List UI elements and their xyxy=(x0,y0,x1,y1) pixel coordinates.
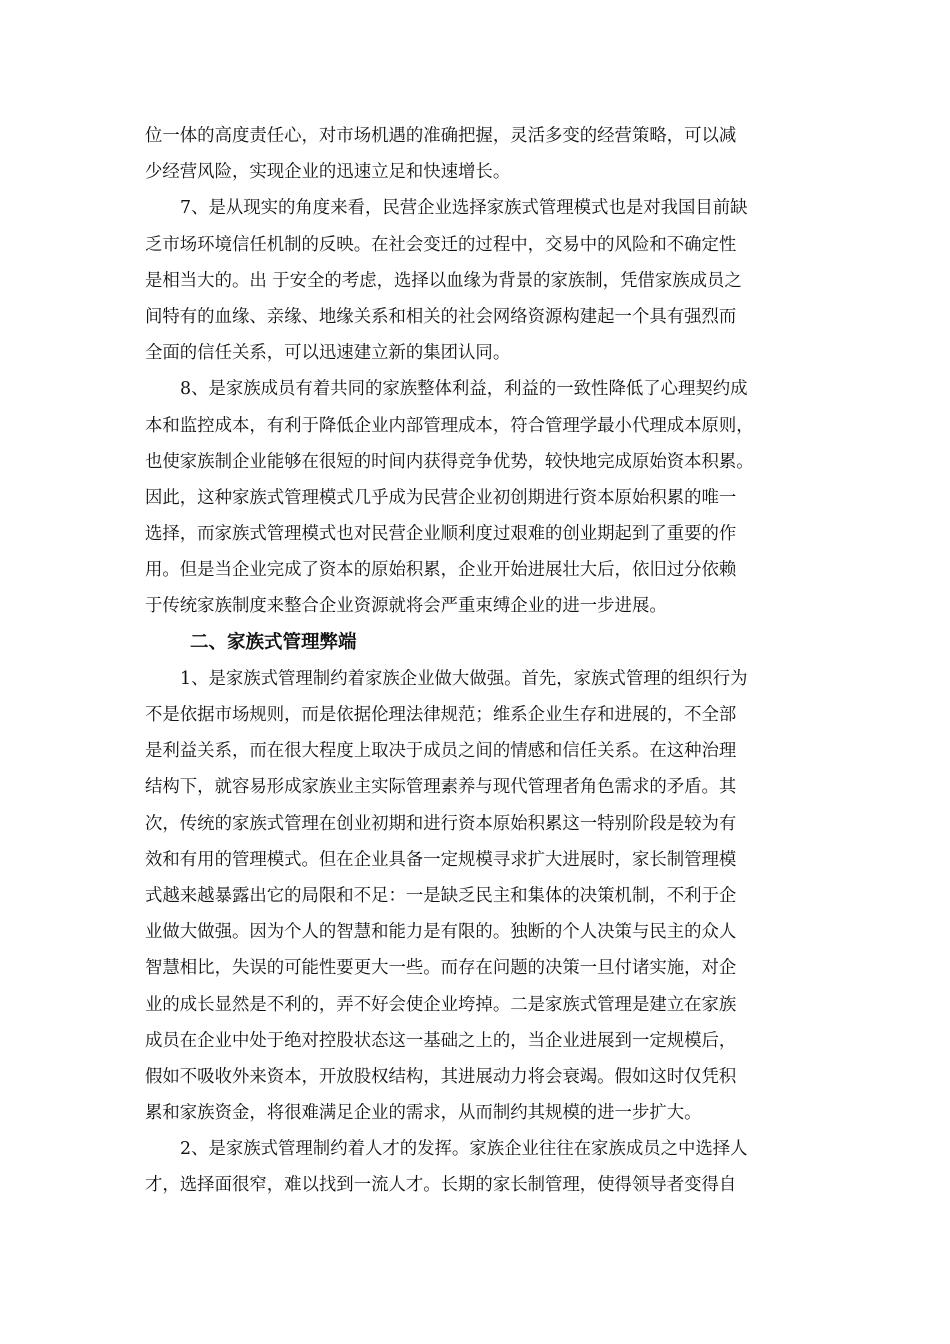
text-line: 次，传统的家族式管理在创业初期和进行资本原始积累这一特别阶段是较为有 xyxy=(145,813,737,834)
text-line: 也使家族制企业能够在很短的时间内获得竞争优势，较快地完成原始资本积累。 xyxy=(145,451,754,472)
text-line: 式越来越暴露出它的局限和不足：一是缺乏民主和集体的决策机制，不利于企 xyxy=(145,885,737,906)
section-heading: 二、家族式管理弊端 xyxy=(190,631,357,653)
text-line: 少经营风险，实现企业的迅速立足和快速增长。 xyxy=(145,162,511,183)
text-line: 8、是家族成员有着共同的家族整体利益，利益的一致性降低了心理契约成 xyxy=(180,379,748,400)
text-line: 位一体的高度责任心，对市场机遇的准确把握，灵活多变的经营策略，可以减 xyxy=(145,126,737,146)
text-line: 乏市场环境信任机制的反映。在社会变迁的过程中，交易中的风险和不确定性 xyxy=(145,234,737,255)
text-line: 用。但是当企业完成了资本的原始积累，企业开始进展壮大后，依旧过分依赖 xyxy=(145,560,737,581)
text-line: 2、是家族式管理制约着人才的发挥。家族企业往往在家族成员之中选择人 xyxy=(180,1139,748,1160)
text-line: 成员在企业中处于绝对控股状态这一基础之上的，当企业进展到一定规模后， xyxy=(145,1030,737,1051)
text-line: 本和监控成本，有利于降低企业内部管理成本，符合管理学最小代理成本原则， xyxy=(145,415,754,436)
text-line: 效和有用的管理模式。但在企业具备一定规模寻求扩大进展时，家长制管理模 xyxy=(145,849,737,870)
text-line: 全面的信任关系，可以迅速建立新的集团认同。 xyxy=(145,343,511,364)
text-line: 间特有的血缘、亲缘、地缘关系和相关的社会网络资源构建起一个具有强烈而 xyxy=(145,306,737,327)
text-line: 智慧相比，失误的可能性要更大一些。而存在问题的决策一旦付诸实施，对企 xyxy=(145,958,737,979)
text-line: 选择，而家族式管理模式也对民营企业顺利度过艰难的创业期起到了重要的作 xyxy=(145,524,737,545)
text-line: 不是依据市场规则，而是依据伦理法律规范；维系企业生存和进展的，不全部 xyxy=(145,705,737,725)
text-line: 因此，这种家族式管理模式几乎成为民营企业初创期进行资本原始积累的唯一 xyxy=(145,487,737,508)
text-line: 于传统家族制度来整合企业资源就将会严重束缚企业的进一步进展。 xyxy=(145,596,667,617)
text-line: 业的成长显然是不利的，弄不好会使企业垮掉。二是家族式管理是建立在家族 xyxy=(145,994,737,1015)
text-line: 是相当大的。出 于安全的考虑，选择以血缘为背景的家族制，凭借家族成员之 xyxy=(145,270,742,291)
text-line: 业做大做强。因为个人的智慧和能力是有限的。独断的个人决策与民主的众人 xyxy=(145,922,737,943)
text-line: 7、是从现实的角度来看，民营企业选择家族式管理模式也是对我国目前缺 xyxy=(180,198,748,219)
text-line: 结构下，就容易形成家族业主实际管理素养与现代管理者角色需求的矛盾。其 xyxy=(145,777,737,798)
text-line: 累和家族资金，将很难满足企业的需求，从而制约其规模的进一步扩大。 xyxy=(145,1103,702,1124)
text-line: 才，选择面很窄，难以找到一流人才。长期的家长制管理，使得领导者变得自 xyxy=(145,1175,737,1196)
text-line: 假如不吸收外来资本，开放股权结构，其进展动力将会衰竭。假如这时仅凭积 xyxy=(145,1066,737,1087)
document-body xyxy=(145,118,820,1204)
text-line: 1、是家族式管理制约着家族企业做大做强。首先，家族式管理的组织行为 xyxy=(180,668,748,689)
text-line: 是利益关系，而在很大程度上取决于成员之间的情感和信任关系。在这种治理 xyxy=(145,741,737,762)
